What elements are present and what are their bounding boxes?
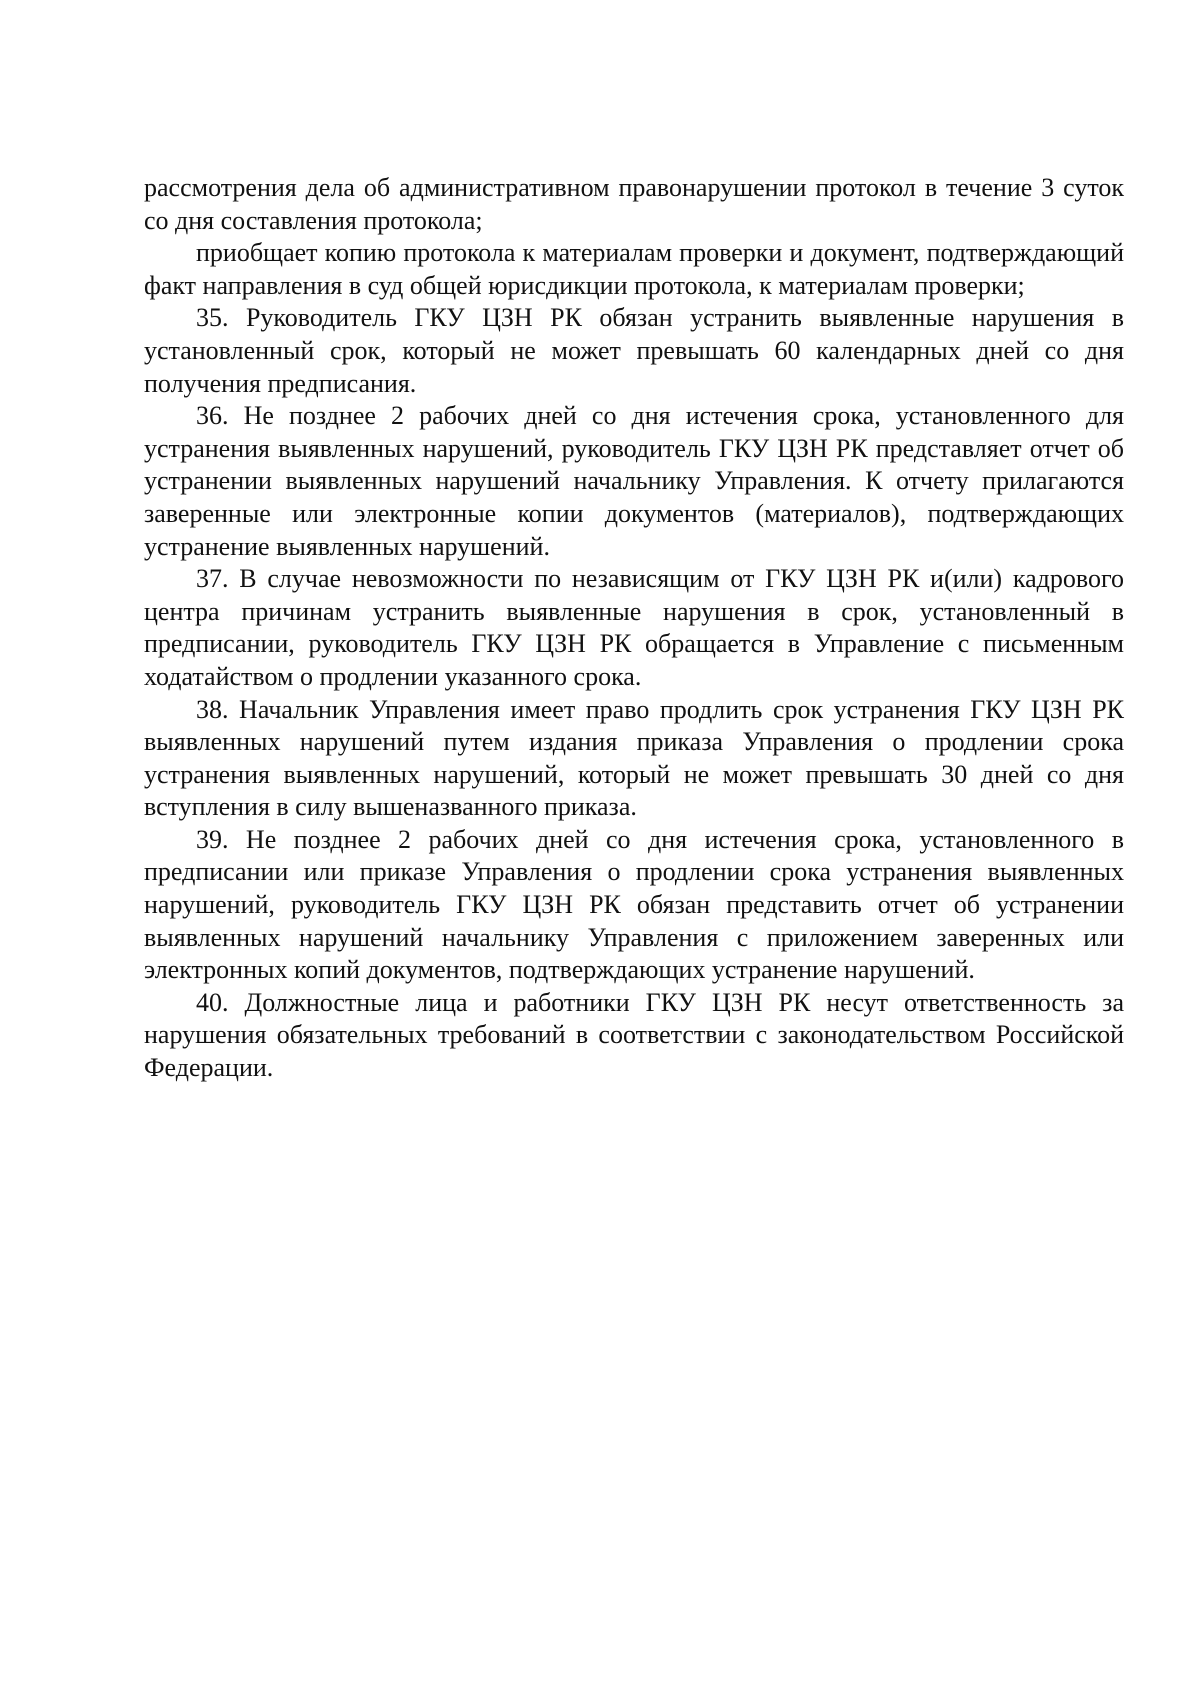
paragraph-item-35: 35. Руководитель ГКУ ЦЗН РК обязан устранить выявленные нарушения в установленный срок, который не может превышать 60 календарных дней со дня получения предписания. xyxy=(144,303,1124,398)
document-body xyxy=(144,172,1124,1085)
paragraph-attach-copy: приобщает копию протокола к материалам проверки и документ, подтверждающий факт направления в суд общей юрисдикции протокола, к материалам проверки; xyxy=(144,238,1124,300)
paragraph-continuation: рассмотрения дела об административном правонарушении протокол в течение 3 суток со дня составления протокола; xyxy=(144,173,1124,235)
paragraph-item-39: 39. Не позднее 2 рабочих дней со дня истечения срока, установленного в предписании или приказе Управления о продлении срока устранения выявленных нарушений, руководитель ГКУ ЦЗН РК обязан представить отчет об устранении выявленных нарушений начальнику Управления с приложением заверенных или электронных копий документов, подтверждающих устранение нарушений. xyxy=(144,824,1124,985)
paragraph-item-37: 37. В случае невозможности по независящим от ГКУ ЦЗН РК и(или) кадрового центра причинам устранить выявленные нарушения в срок, установленный в предписании, руководитель ГКУ ЦЗН РК обращается в Управление с письменным ходатайством о продлении указанного срока. xyxy=(144,564,1124,691)
paragraph-item-40: 40. Должностные лица и работники ГКУ ЦЗН РК несут ответственность за нарушения обязательных требований в соответствии с законодательством Российской Федерации. xyxy=(144,987,1124,1083)
paragraph-item-36: 36. Не позднее 2 рабочих дней со дня истечения срока, установленного для устранения выявленных нарушений, руководитель ГКУ ЦЗН РК представляет отчет об устранении выявленных нарушений начальнику Управления. К отчету прилагаются заверенные или электронные копии документов (материалов), подтверждающих устранение выявленных нарушений. xyxy=(144,401,1124,561)
paragraph-item-38: 38. Начальник Управления имеет право продлить срок устранения ГКУ ЦЗН РК выявленных нарушений путем издания приказа Управления о продлении срока устранения выявленных нарушений, который не может превышать 30 дней со дня вступления в силу вышеназванного приказа. xyxy=(144,694,1124,822)
